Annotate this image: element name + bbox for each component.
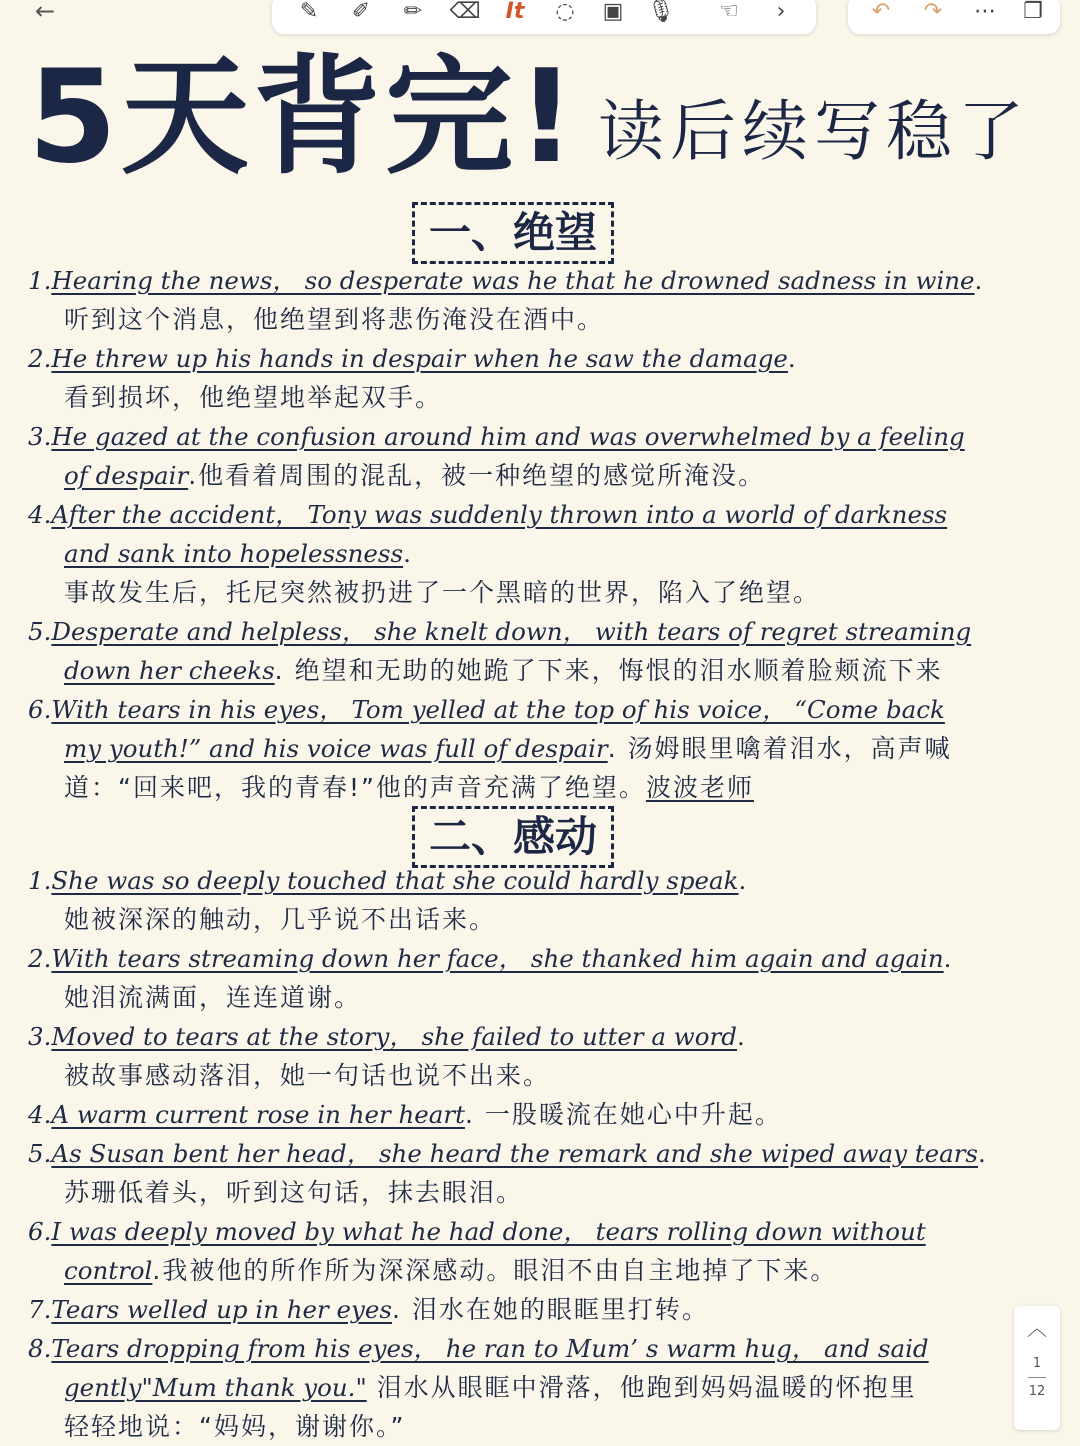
english-sentence: Tears welled up in her eyes — [51, 1295, 392, 1324]
chinese-translation: . 泪水在她的眼眶里打转。 — [391, 1295, 709, 1324]
english-sentence: With tears in his eyes， Tom yelled at the top of his voice， “Come back — [51, 695, 945, 724]
redo-icon[interactable]: ↷ — [923, 0, 943, 24]
punctuation: . — [738, 866, 747, 895]
chinese-translation: .他看着周围的混乱，被一种绝望的感觉所淹没。 — [188, 461, 766, 490]
list-item — [28, 1017, 1058, 1095]
lasso-icon[interactable]: ◌ — [555, 0, 575, 24]
english-sentence-continued: of despair — [64, 461, 189, 490]
english-sentence: A warm current rose in her heart — [51, 1100, 465, 1129]
microphone-icon[interactable]: 🎙 — [647, 0, 675, 24]
english-sentence: As Susan bent her head， she heard the remark and she wiped away tears — [51, 1139, 979, 1168]
punctuation: . — [736, 1022, 745, 1051]
list-item — [28, 1134, 1058, 1212]
chinese-translation: 泪水从眼眶中滑落，他跑到妈妈温暖的怀抱里 — [366, 1373, 917, 1402]
chinese-translation: . 一股暖流在她心中升起。 — [464, 1100, 782, 1129]
item-number: 6. — [28, 1217, 52, 1246]
punctuation: . — [943, 944, 952, 973]
english-sentence: Tears dropping from his eyes， he ran to Mum’ s warm hug， and said — [51, 1334, 929, 1363]
list-item — [28, 1212, 1058, 1290]
section-heading-touched: 二、感动 — [412, 806, 614, 868]
chinese-translation: 苏珊低着头，听到这句话，抹去眼泪。 — [64, 1178, 524, 1207]
pen-icon[interactable]: ✎ — [299, 0, 319, 24]
english-sentence: With tears streaming down her face， she thanked him again and again — [51, 944, 944, 973]
english-sentence: Hearing the news， so desperate was he that he drowned sadness in wine — [51, 266, 975, 295]
english-sentence-continued: control — [64, 1256, 153, 1285]
item-number: 5. — [28, 1139, 52, 1168]
list-item — [28, 339, 1058, 417]
chinese-translation: 看到损坏，他绝望地举起双手。 — [64, 383, 443, 412]
list-item — [28, 417, 1058, 495]
chinese-translation: . 汤姆眼里噙着泪水，高声喊 — [607, 734, 952, 763]
english-sentence: I was deeply moved by what he had done， tears rolling down without — [51, 1217, 926, 1246]
page-subtitle: 读后续写稳了 — [598, 93, 1030, 170]
list-item — [28, 1290, 1058, 1329]
top-toolbar — [0, 0, 1080, 36]
back-arrow-icon[interactable]: ← — [34, 0, 56, 25]
undo-icon[interactable]: ↶ — [871, 0, 891, 24]
english-sentence: After the accident， Tony was suddenly thrown into a world of darkness — [51, 500, 948, 529]
english-sentence: She was so deeply touched that she could hardly speak — [51, 866, 739, 895]
english-sentence-continued: my youth!” and his voice was full of despair — [64, 734, 608, 763]
page-indicator — [1014, 1306, 1060, 1430]
chinese-translation: 她泪流满面，连连道谢。 — [64, 983, 362, 1012]
list-item — [28, 861, 1058, 939]
chinese-translation: 她被深深的触动，几乎说不出话来。 — [64, 905, 497, 934]
eraser-icon[interactable]: ⌫ — [449, 0, 481, 24]
english-sentence-continued: gently"Mum thank you." — [64, 1373, 367, 1402]
chevron-up-icon[interactable]: ︿ — [1027, 1316, 1047, 1340]
chinese-translation-continued: 轻轻地说：“妈妈，谢谢你。” — [64, 1412, 406, 1441]
page-title: 5天背完! — [28, 43, 580, 192]
item-number: 6. — [28, 695, 52, 724]
item-number: 4. — [28, 500, 52, 529]
english-sentence: Desperate and helpless， she knelt down， with tears of regret streaming — [51, 617, 972, 646]
hand-icon[interactable]: ☜ — [719, 0, 739, 24]
section-heading-despair: 一、绝望 — [412, 202, 614, 264]
item-number: 7. — [28, 1295, 52, 1324]
list-item — [28, 612, 1058, 690]
item-number: 5. — [28, 617, 52, 646]
pages-icon[interactable]: ❐ — [1023, 0, 1043, 24]
chinese-translation: 事故发生后，托尼突然被扔进了一个黑暗的世界，陷入了绝望。 — [64, 578, 821, 607]
highlighter-icon[interactable]: ✏ — [403, 0, 423, 24]
punctuation: . — [974, 266, 983, 295]
list-item — [28, 690, 1058, 807]
current-page: 1 — [1032, 1356, 1042, 1371]
action-palette — [848, 0, 1060, 34]
signature: 波波老师 — [645, 773, 754, 802]
chevron-right-icon[interactable]: › — [776, 0, 786, 24]
chinese-translation-continued: 道：“回来吧，我的青春!”他的声音充满了绝望。 — [64, 773, 646, 802]
image-icon[interactable]: ▣ — [602, 0, 624, 24]
list-item — [28, 1095, 1058, 1134]
punctuation: . — [978, 1139, 986, 1168]
punctuation: . — [787, 344, 796, 373]
chinese-translation: . 绝望和无助的她跪了下来，悔恨的泪水顺着脸颊流下来 — [274, 656, 943, 685]
pencil-icon[interactable]: ✐ — [351, 0, 371, 24]
chinese-translation: 听到这个消息，他绝望到将悲伤淹没在酒中。 — [64, 305, 605, 334]
item-number: 4. — [28, 1100, 52, 1129]
english-sentence: Moved to tears at the story， she failed to utter a word — [51, 1022, 737, 1051]
tool-palette — [272, 0, 816, 34]
item-number: 3. — [28, 1022, 52, 1051]
list-item — [28, 261, 1058, 339]
english-sentence: He threw up his hands in despair when he saw the damage — [51, 344, 788, 373]
english-sentence: He gazed at the confusion around him and was overwhelmed by a feeling — [51, 422, 965, 451]
list-item — [28, 1329, 1008, 1446]
item-number: 1. — [28, 266, 52, 295]
text-tool-icon[interactable]: It — [505, 0, 525, 24]
list-item — [28, 495, 1058, 612]
english-sentence-continued: down her cheeks — [64, 656, 275, 685]
more-icon[interactable]: ⋯ — [974, 0, 996, 24]
item-number: 3. — [28, 422, 52, 451]
total-pages: 12 — [1028, 1384, 1046, 1399]
chinese-translation: .我被他的所作所为深深感动。眼泪不由自主地掉了下来。 — [152, 1256, 838, 1285]
list-item — [28, 939, 1058, 1017]
english-sentence-continued: and sank into hopelessness — [64, 539, 404, 568]
punctuation: . — [403, 539, 411, 568]
chinese-translation: 被故事感动落泪，她一句话也说不出来。 — [64, 1061, 551, 1090]
item-number: 2. — [28, 344, 52, 373]
divider — [1028, 1377, 1046, 1378]
item-number: 1. — [28, 866, 52, 895]
item-number: 2. — [28, 944, 52, 973]
item-number: 8. — [28, 1334, 52, 1363]
